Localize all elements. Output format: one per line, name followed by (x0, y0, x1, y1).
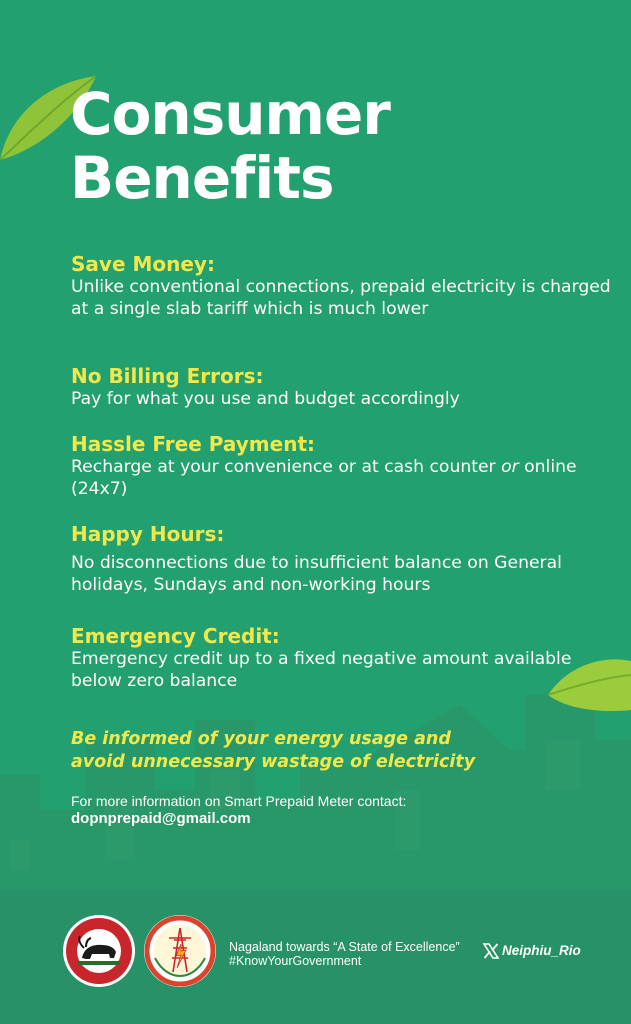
benefit-body-part: Recharge at your convenience or at cash counter (71, 457, 502, 477)
contact-label: For more information on Smart Prepaid Meter contact: (71, 793, 407, 809)
tagline-text: Nagaland towards “A State of Excellence” (229, 940, 460, 954)
callout-line-1: Be informed of your energy usage and (71, 729, 451, 749)
benefit-heading: Hassle Free Payment: (71, 432, 316, 456)
benefit-body: Pay for what you use and budget accordingly (71, 389, 460, 409)
benefit-heading: Emergency Credit: (71, 624, 280, 648)
benefit-no-billing-errors (71, 364, 611, 410)
benefit-save-money (71, 252, 611, 320)
contact-email-link[interactable]: dopnprepaid@gmail.com (71, 810, 251, 827)
contact-info (71, 792, 591, 828)
social-handle[interactable] (482, 942, 581, 960)
energy-callout (71, 728, 591, 774)
callout-line-2: avoid unnecessary wastage of electricity (71, 752, 476, 772)
title-line-2: Benefits (70, 144, 334, 212)
benefit-hassle-free-payment (71, 432, 611, 500)
handle-text: Neiphiu_Rio (502, 943, 581, 958)
benefit-heading: No Billing Errors: (71, 364, 264, 388)
department-of-power-seal (143, 914, 217, 988)
benefit-body: No disconnections due to insufficient balance on General holidays, Sundays and non-working hours (71, 553, 562, 595)
benefit-happy-hours (71, 522, 611, 596)
hashtag-text: #KnowYourGovernment (229, 954, 362, 968)
benefit-body: Unlike conventional connections, prepaid electricity is charged at a single slab tariff which is much lower (71, 277, 611, 319)
benefit-heading: Save Money: (71, 252, 215, 276)
benefit-body-part: online (24x7) (71, 457, 577, 499)
title-line-1: Consumer (70, 80, 390, 148)
benefit-body (71, 456, 611, 500)
page-title (70, 82, 390, 210)
benefit-body-emphasis: or (501, 457, 519, 477)
x-logo-icon (482, 942, 500, 960)
benefit-emergency-credit (71, 624, 611, 692)
benefit-body: Emergency credit up to a fixed negative amount available below zero balance (71, 649, 572, 691)
benefit-heading: Happy Hours: (71, 522, 225, 546)
nagaland-government-seal (62, 914, 136, 988)
footer-tagline (229, 940, 460, 968)
